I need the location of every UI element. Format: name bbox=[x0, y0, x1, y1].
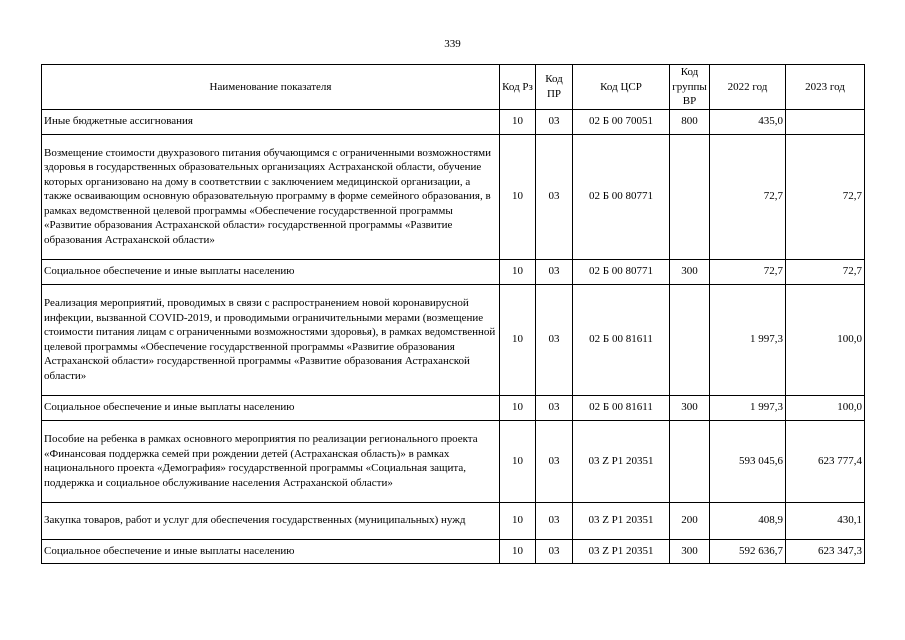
cell-vr: 200 bbox=[670, 502, 710, 539]
cell-vr bbox=[670, 134, 710, 259]
cell-2023: 72,7 bbox=[786, 259, 865, 284]
cell-2023: 72,7 bbox=[786, 134, 865, 259]
cell-2022: 1 997,3 bbox=[710, 395, 786, 420]
cell-rz: 10 bbox=[500, 502, 536, 539]
cell-rz: 10 bbox=[500, 539, 536, 563]
cell-vr bbox=[670, 420, 710, 502]
header-2023: 2023 год bbox=[786, 65, 865, 110]
cell-csr: 03 Z P1 20351 bbox=[573, 420, 670, 502]
cell-vr: 800 bbox=[670, 109, 710, 134]
header-name: Наименование показателя bbox=[42, 65, 500, 110]
cell-pr: 03 bbox=[536, 539, 573, 563]
cell-2022: 435,0 bbox=[710, 109, 786, 134]
cell-rz: 10 bbox=[500, 420, 536, 502]
table-row bbox=[42, 539, 865, 563]
cell-rz: 10 bbox=[500, 395, 536, 420]
cell-name: Социальное обеспечение и иные выплаты населению bbox=[42, 395, 500, 420]
cell-rz: 10 bbox=[500, 109, 536, 134]
cell-2022: 408,9 bbox=[710, 502, 786, 539]
cell-2023 bbox=[786, 109, 865, 134]
cell-2022: 72,7 bbox=[710, 259, 786, 284]
cell-csr: 02 Б 00 81611 bbox=[573, 395, 670, 420]
cell-rz: 10 bbox=[500, 134, 536, 259]
table-row bbox=[42, 134, 865, 259]
cell-csr: 03 Z P1 20351 bbox=[573, 502, 670, 539]
table-header-row bbox=[42, 65, 865, 110]
cell-csr: 02 Б 00 80771 bbox=[573, 259, 670, 284]
header-2022: 2022 год bbox=[710, 65, 786, 110]
cell-vr bbox=[670, 284, 710, 395]
cell-pr: 03 bbox=[536, 259, 573, 284]
cell-vr: 300 bbox=[670, 395, 710, 420]
cell-2023: 430,1 bbox=[786, 502, 865, 539]
cell-pr: 03 bbox=[536, 284, 573, 395]
cell-pr: 03 bbox=[536, 134, 573, 259]
cell-vr: 300 bbox=[670, 539, 710, 563]
cell-name: Социальное обеспечение и иные выплаты населению bbox=[42, 259, 500, 284]
header-pr: Код ПР bbox=[536, 65, 573, 110]
header-rz: Код Рз bbox=[500, 65, 536, 110]
cell-name: Пособие на ребенка в рамках основного мероприятия по реализации регионального проекта «Финансовая поддержка семей при рождении детей (Астраханская область)» в рамках национального проекта «Демография» государственной программы «Социальная защита, поддержка и социальное обслуживание населения Астраханской области» bbox=[42, 420, 500, 502]
cell-2023: 100,0 bbox=[786, 284, 865, 395]
table-row bbox=[42, 502, 865, 539]
cell-2022: 593 045,6 bbox=[710, 420, 786, 502]
cell-csr: 02 Б 00 81611 bbox=[573, 284, 670, 395]
cell-pr: 03 bbox=[536, 395, 573, 420]
header-vr: Код группы ВР bbox=[670, 65, 710, 110]
budget-table bbox=[41, 64, 865, 564]
cell-name: Закупка товаров, работ и услуг для обеспечения государственных (муниципальных) нужд bbox=[42, 502, 500, 539]
table-row bbox=[42, 395, 865, 420]
cell-name: Реализация мероприятий, проводимых в связи с распространением новой коронавирусной инфекции, вызванной COVID-2019, и проводимыми ограничительными мерами (возмещение стоимости питания лицам с ограниченными возможностями здоровья), в рамках ведомственной целевой программы «Обеспечение государственной программы «Развитие образования Астраханской области» государственной программы «Развитие образования Астраханской области» bbox=[42, 284, 500, 395]
cell-pr: 03 bbox=[536, 502, 573, 539]
table-row bbox=[42, 109, 865, 134]
cell-rz: 10 bbox=[500, 284, 536, 395]
cell-csr: 03 Z P1 20351 bbox=[573, 539, 670, 563]
cell-csr: 02 Б 00 80771 bbox=[573, 134, 670, 259]
cell-csr: 02 Б 00 70051 bbox=[573, 109, 670, 134]
cell-name: Социальное обеспечение и иные выплаты населению bbox=[42, 539, 500, 563]
cell-rz: 10 bbox=[500, 259, 536, 284]
cell-pr: 03 bbox=[536, 420, 573, 502]
cell-vr: 300 bbox=[670, 259, 710, 284]
table-row bbox=[42, 284, 865, 395]
table-row bbox=[42, 420, 865, 502]
cell-2022: 1 997,3 bbox=[710, 284, 786, 395]
cell-name: Иные бюджетные ассигнования bbox=[42, 109, 500, 134]
page-number: 339 bbox=[444, 38, 461, 50]
header-csr: Код ЦСР bbox=[573, 65, 670, 110]
cell-2023: 623 777,4 bbox=[786, 420, 865, 502]
cell-name: Возмещение стоимости двухразового питания обучающимся с ограниченными возможностями здоровья в государственных образовательных организациях Астраханской области, обучение которых организовано на дому в соответствии с заключением медицинской организации, а также осваивающим основную образовательную программу в форме семейного образования, в рамках ведомственной целевой программы «Обеспечение государственной программы «Развитие образования Астраханской области» государственной программы «Развитие образования Астраханской области» bbox=[42, 134, 500, 259]
cell-2022: 72,7 bbox=[710, 134, 786, 259]
table-row bbox=[42, 259, 865, 284]
cell-2023: 623 347,3 bbox=[786, 539, 865, 563]
cell-2022: 592 636,7 bbox=[710, 539, 786, 563]
cell-pr: 03 bbox=[536, 109, 573, 134]
cell-2023: 100,0 bbox=[786, 395, 865, 420]
